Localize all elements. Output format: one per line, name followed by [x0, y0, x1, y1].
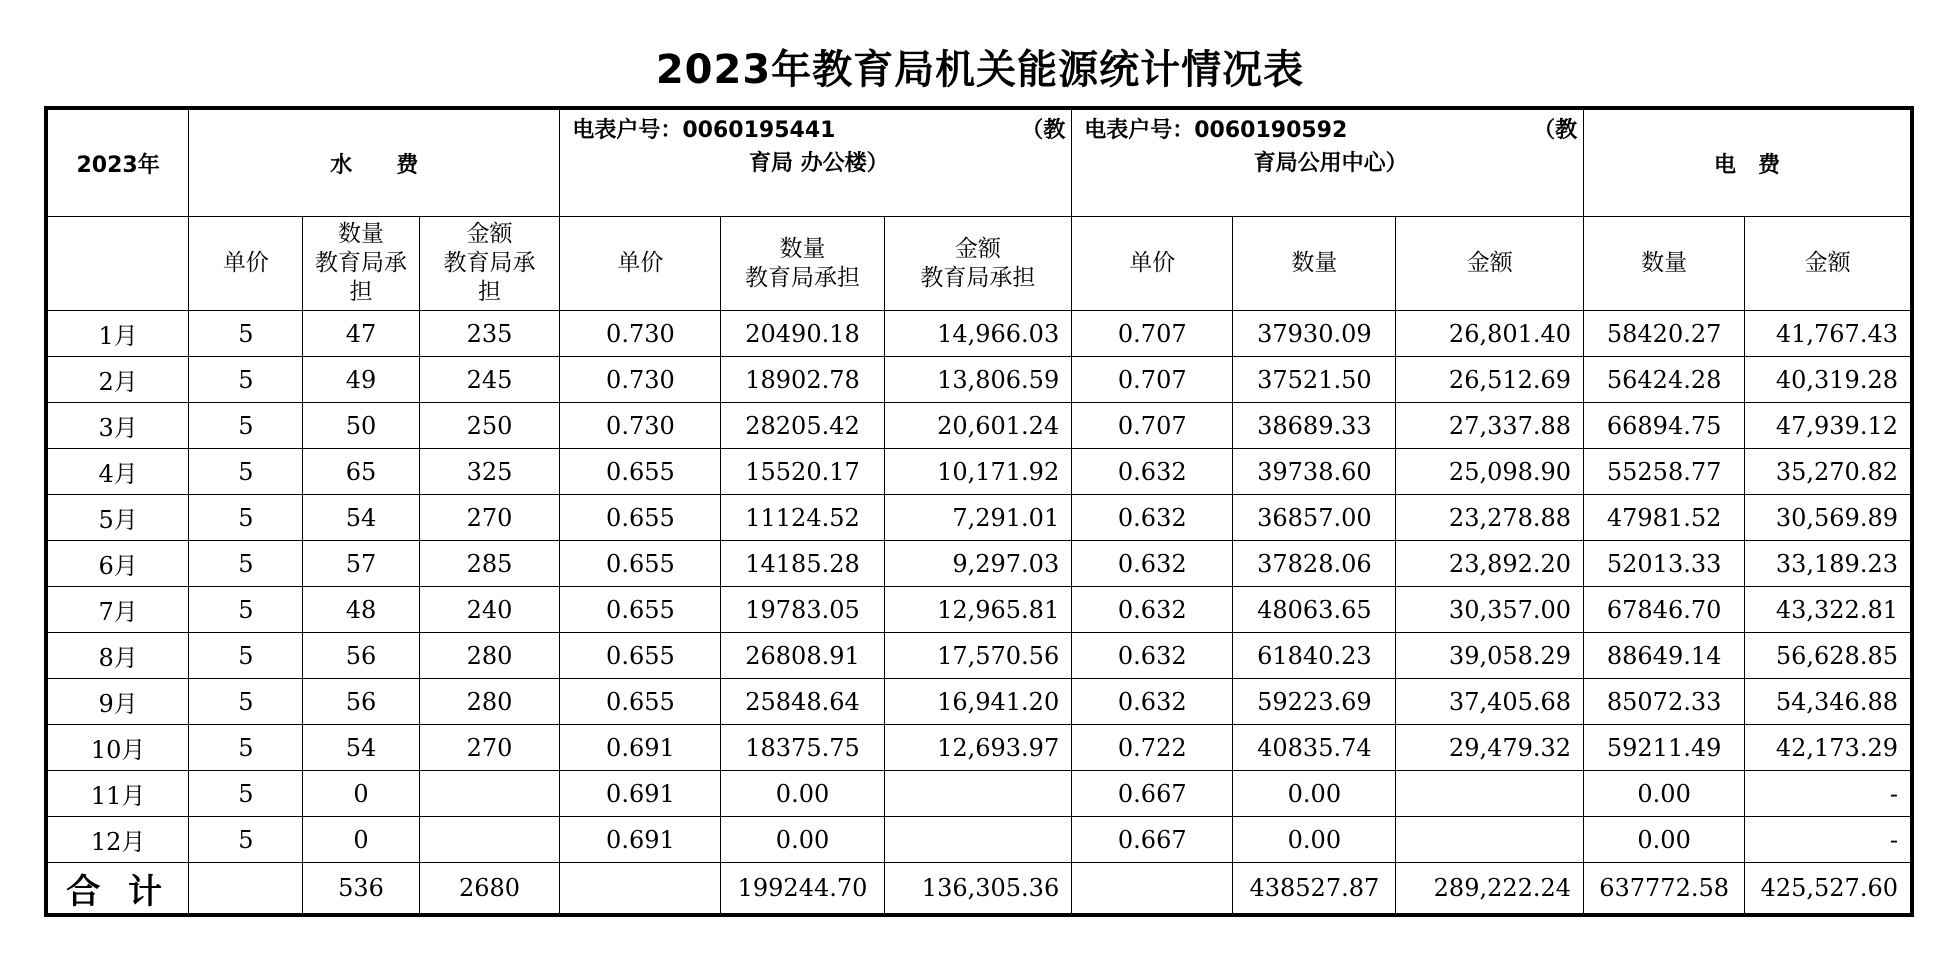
energy-statistics-table — [44, 106, 1914, 917]
meter-1-paren: （教 — [1021, 118, 1066, 143]
meter-1-price-cell: 0.655 — [560, 633, 721, 679]
meter-1-amount-cell: 7,291.01 — [884, 495, 1072, 541]
meter-2-qty-cell: 48063.65 — [1233, 587, 1396, 633]
header-row — [46, 108, 1912, 217]
water-amount-cell: 285 — [419, 541, 560, 587]
meter-2-price-cell: 0.632 — [1072, 679, 1233, 725]
water-qty-cell: 48 — [303, 587, 419, 633]
month-cell: 7月 — [46, 587, 189, 633]
water-price-cell: 5 — [189, 817, 303, 863]
electric-qty-cell: 88649.14 — [1584, 633, 1745, 679]
meter-2-price-cell: 0.667 — [1072, 817, 1233, 863]
electric-amount-cell: 30,569.89 — [1745, 495, 1912, 541]
page-title: 2023年教育局机关能源统计情况表 — [655, 47, 1305, 93]
water-amount-line2: 教育局承 — [443, 250, 536, 277]
meter-2-qty-cell: 38689.33 — [1233, 403, 1396, 449]
meter-2-amount-cell — [1396, 817, 1584, 863]
water-amount-header — [419, 217, 560, 311]
water-price-cell: 5 — [189, 357, 303, 403]
electric-qty-cell: 0.00 — [1584, 817, 1745, 863]
electric-amount-cell: 40,319.28 — [1745, 357, 1912, 403]
meter-1-qty-cell: 0.00 — [721, 771, 884, 817]
electric-qty-header: 数量 — [1584, 217, 1745, 311]
meter-2-amount-cell: 23,278.88 — [1396, 495, 1584, 541]
water-amount-cell: 245 — [419, 357, 560, 403]
electric-amount-cell: 54,346.88 — [1745, 679, 1912, 725]
meter-1-amount-cell: 13,806.59 — [884, 357, 1072, 403]
electric-amount-cell: 47,939.12 — [1745, 403, 1912, 449]
meter-1-price-cell: 0.730 — [560, 311, 721, 357]
meter-2-amount-cell: 39,058.29 — [1396, 633, 1584, 679]
meter-1-price-cell: 0.730 — [560, 403, 721, 449]
meter-1-qty-cell: 15520.17 — [721, 449, 884, 495]
total-meter-1-price — [560, 863, 721, 916]
meter-1-amount-cell: 16,941.20 — [884, 679, 1072, 725]
meter-1-price-cell: 0.691 — [560, 771, 721, 817]
electric-amount-cell: 43,322.81 — [1745, 587, 1912, 633]
water-price-cell: 5 — [189, 725, 303, 771]
meter-2-amount-cell: 25,098.90 — [1396, 449, 1584, 495]
meter-1-amount-cell: 9,297.03 — [884, 541, 1072, 587]
meter-2-price-cell: 0.632 — [1072, 541, 1233, 587]
meter-1-suffix: 育局 办公楼） — [748, 151, 889, 176]
water-qty-cell: 54 — [303, 495, 419, 541]
electric-qty-cell: 85072.33 — [1584, 679, 1745, 725]
water-price-header: 单价 — [189, 217, 303, 311]
table-row — [46, 633, 1912, 679]
meter-1-price-cell: 0.655 — [560, 449, 721, 495]
meter-2-price-cell: 0.707 — [1072, 311, 1233, 357]
table-row — [46, 495, 1912, 541]
water-qty-cell: 65 — [303, 449, 419, 495]
subheader-row — [46, 217, 1912, 311]
electric-qty-cell: 0.00 — [1584, 771, 1745, 817]
electric-qty-cell: 67846.70 — [1584, 587, 1745, 633]
meter-1-amount-cell: 17,570.56 — [884, 633, 1072, 679]
meter-2-amount-cell: 29,479.32 — [1396, 725, 1584, 771]
meter-1-price-cell: 0.655 — [560, 679, 721, 725]
water-amount-cell — [419, 817, 560, 863]
meter-2-price-cell: 0.707 — [1072, 403, 1233, 449]
electric-qty-cell: 66894.75 — [1584, 403, 1745, 449]
meter-2-suffix: 育局公用中心） — [1253, 151, 1408, 176]
water-amount-line3: 担 — [478, 278, 501, 305]
water-price-cell: 5 — [189, 403, 303, 449]
water-amount-cell: 280 — [419, 633, 560, 679]
subheader-blank — [46, 217, 189, 311]
water-price-cell: 5 — [189, 633, 303, 679]
table-row — [46, 403, 1912, 449]
table-row — [46, 357, 1912, 403]
water-qty-cell: 56 — [303, 679, 419, 725]
electric-qty-cell: 55258.77 — [1584, 449, 1745, 495]
water-qty-cell: 49 — [303, 357, 419, 403]
meter-1-price-cell: 0.691 — [560, 725, 721, 771]
water-price-cell: 5 — [189, 587, 303, 633]
water-qty-line3: 担 — [349, 278, 373, 305]
table-row — [46, 449, 1912, 495]
meter-1-amount-header — [884, 217, 1072, 311]
meter-2-amount-cell: 27,337.88 — [1396, 403, 1584, 449]
meter-2-qty-cell: 0.00 — [1233, 771, 1396, 817]
water-amount-cell: 240 — [419, 587, 560, 633]
meter-2-price-header: 单价 — [1072, 217, 1233, 311]
meter-2-qty-header: 数量 — [1233, 217, 1396, 311]
meter-2-label: 电表户号：0060190592 — [1084, 118, 1348, 143]
meter-1-qty-cell: 18902.78 — [721, 357, 884, 403]
water-qty-cell: 56 — [303, 633, 419, 679]
water-amount-cell: 235 — [419, 311, 560, 357]
total-meter-2-amount: 289,222.24 — [1396, 863, 1584, 916]
total-meter-2-price — [1072, 863, 1233, 916]
month-cell: 10月 — [46, 725, 189, 771]
water-amount-line1: 金额 — [466, 221, 513, 248]
total-row — [46, 863, 1912, 916]
meter-1-price-cell: 0.691 — [560, 817, 721, 863]
electric-amount-cell: 33,189.23 — [1745, 541, 1912, 587]
water-price-cell: 5 — [189, 311, 303, 357]
meter-1-qty-cell: 26808.91 — [721, 633, 884, 679]
meter-1-amount-cell: 12,693.97 — [884, 725, 1072, 771]
meter-1-qty-cell: 0.00 — [721, 817, 884, 863]
meter-2-paren: （教 — [1533, 118, 1578, 143]
meter-1-price-cell: 0.655 — [560, 495, 721, 541]
meter-1-qty-cell: 14185.28 — [721, 541, 884, 587]
water-amount-cell: 270 — [419, 725, 560, 771]
water-amount-cell: 325 — [419, 449, 560, 495]
month-cell: 1月 — [46, 311, 189, 357]
meter-2-qty-cell: 0.00 — [1233, 817, 1396, 863]
meter-1-qty-cell: 28205.42 — [721, 403, 884, 449]
month-cell: 6月 — [46, 541, 189, 587]
water-qty-header — [303, 217, 419, 311]
total-meter-2-qty: 438527.87 — [1233, 863, 1396, 916]
electric-amount-cell: - — [1745, 817, 1912, 863]
meter-2-price-cell: 0.667 — [1072, 771, 1233, 817]
meter-1-qty-cell: 11124.52 — [721, 495, 884, 541]
meter-2-qty-cell: 37828.06 — [1233, 541, 1396, 587]
meter-1-price-cell: 0.730 — [560, 357, 721, 403]
meter-2-amount-cell: 23,892.20 — [1396, 541, 1584, 587]
total-meter-1-amount: 136,305.36 — [884, 863, 1072, 916]
table-row — [46, 679, 1912, 725]
meter-1-amount-cell: 20,601.24 — [884, 403, 1072, 449]
meter-1-price-cell: 0.655 — [560, 587, 721, 633]
meter-2-qty-cell: 40835.74 — [1233, 725, 1396, 771]
water-fee-header: 水 费 — [189, 108, 560, 217]
meter-2-qty-cell: 37930.09 — [1233, 311, 1396, 357]
meter-1-amount-cell: 14,966.03 — [884, 311, 1072, 357]
electric-amount-cell: 35,270.82 — [1745, 449, 1912, 495]
water-qty-line1: 数量 — [338, 221, 385, 248]
electric-amount-header: 金额 — [1745, 217, 1912, 311]
table-row — [46, 771, 1912, 817]
meter-1-amount-cell: 12,965.81 — [884, 587, 1072, 633]
water-qty-cell: 0 — [303, 771, 419, 817]
table-row — [46, 725, 1912, 771]
month-cell: 8月 — [46, 633, 189, 679]
table-row — [46, 541, 1912, 587]
month-cell: 11月 — [46, 771, 189, 817]
meter-1-qty-cell: 19783.05 — [721, 587, 884, 633]
water-price-cell: 5 — [189, 679, 303, 725]
water-amount-cell — [419, 771, 560, 817]
total-water-amount: 2680 — [419, 863, 560, 916]
meter-1-label: 电表户号：0060195441 — [572, 118, 836, 143]
meter-1-amount-cell — [884, 817, 1072, 863]
meter-1-header — [560, 108, 1072, 217]
total-electric-amount: 425,527.60 — [1745, 863, 1912, 916]
meter-2-price-cell: 0.632 — [1072, 449, 1233, 495]
electric-qty-cell: 52013.33 — [1584, 541, 1745, 587]
water-price-cell: 5 — [189, 495, 303, 541]
total-label: 合 计 — [46, 863, 189, 916]
meter-1-qty-line2: 教育局承担 — [745, 264, 861, 291]
meter-2-qty-cell: 39738.60 — [1233, 449, 1396, 495]
table-row — [46, 311, 1912, 357]
meter-2-price-cell: 0.632 — [1072, 633, 1233, 679]
meter-1-amount-cell: 10,171.92 — [884, 449, 1072, 495]
total-meter-1-qty: 199244.70 — [721, 863, 884, 916]
water-qty-cell: 47 — [303, 311, 419, 357]
meter-1-qty-line1: 数量 — [779, 235, 826, 262]
meter-2-amount-header: 金额 — [1396, 217, 1584, 311]
electric-amount-cell: 56,628.85 — [1745, 633, 1912, 679]
meter-1-price-header: 单价 — [560, 217, 721, 311]
total-water-price — [189, 863, 303, 916]
month-cell: 12月 — [46, 817, 189, 863]
meter-1-amount-line2: 教育局承担 — [920, 264, 1036, 291]
meter-2-amount-cell: 26,512.69 — [1396, 357, 1584, 403]
table-row — [46, 817, 1912, 863]
electric-amount-cell: 41,767.43 — [1745, 311, 1912, 357]
water-amount-cell: 250 — [419, 403, 560, 449]
water-price-cell: 5 — [189, 771, 303, 817]
month-cell: 3月 — [46, 403, 189, 449]
meter-2-qty-cell: 61840.23 — [1233, 633, 1396, 679]
meter-2-price-cell: 0.707 — [1072, 357, 1233, 403]
water-amount-cell: 280 — [419, 679, 560, 725]
electric-qty-cell: 56424.28 — [1584, 357, 1745, 403]
meter-2-amount-cell: 26,801.40 — [1396, 311, 1584, 357]
water-qty-line2: 教育局承 — [315, 250, 408, 277]
meter-1-qty-cell: 18375.75 — [721, 725, 884, 771]
total-water-qty: 536 — [303, 863, 419, 916]
meter-1-amount-cell — [884, 771, 1072, 817]
meter-2-price-cell: 0.632 — [1072, 495, 1233, 541]
total-electric-qty: 637772.58 — [1584, 863, 1745, 916]
meter-2-header — [1072, 108, 1584, 217]
meter-1-price-cell: 0.655 — [560, 541, 721, 587]
meter-2-qty-cell: 59223.69 — [1233, 679, 1396, 725]
meter-1-qty-cell: 20490.18 — [721, 311, 884, 357]
meter-2-amount-cell — [1396, 771, 1584, 817]
meter-2-price-cell: 0.722 — [1072, 725, 1233, 771]
water-price-cell: 5 — [189, 541, 303, 587]
month-cell: 5月 — [46, 495, 189, 541]
water-qty-cell: 54 — [303, 725, 419, 771]
year-header: 2023年 — [46, 108, 189, 217]
electric-fee-header: 电 费 — [1584, 108, 1912, 217]
meter-2-amount-cell: 37,405.68 — [1396, 679, 1584, 725]
table-row — [46, 587, 1912, 633]
water-qty-cell: 50 — [303, 403, 419, 449]
meter-1-amount-line1: 金额 — [954, 235, 1001, 262]
meter-1-qty-header — [721, 217, 884, 311]
water-amount-cell: 270 — [419, 495, 560, 541]
electric-qty-cell: 58420.27 — [1584, 311, 1745, 357]
electric-amount-cell: 42,173.29 — [1745, 725, 1912, 771]
electric-qty-cell: 47981.52 — [1584, 495, 1745, 541]
meter-2-qty-cell: 37521.50 — [1233, 357, 1396, 403]
month-cell: 4月 — [46, 449, 189, 495]
meter-2-price-cell: 0.632 — [1072, 587, 1233, 633]
month-cell: 2月 — [46, 357, 189, 403]
month-cell: 9月 — [46, 679, 189, 725]
water-qty-cell: 57 — [303, 541, 419, 587]
electric-amount-cell: - — [1745, 771, 1912, 817]
water-qty-cell: 0 — [303, 817, 419, 863]
meter-2-amount-cell: 30,357.00 — [1396, 587, 1584, 633]
water-price-cell: 5 — [189, 449, 303, 495]
meter-1-qty-cell: 25848.64 — [721, 679, 884, 725]
meter-2-qty-cell: 36857.00 — [1233, 495, 1396, 541]
electric-qty-cell: 59211.49 — [1584, 725, 1745, 771]
